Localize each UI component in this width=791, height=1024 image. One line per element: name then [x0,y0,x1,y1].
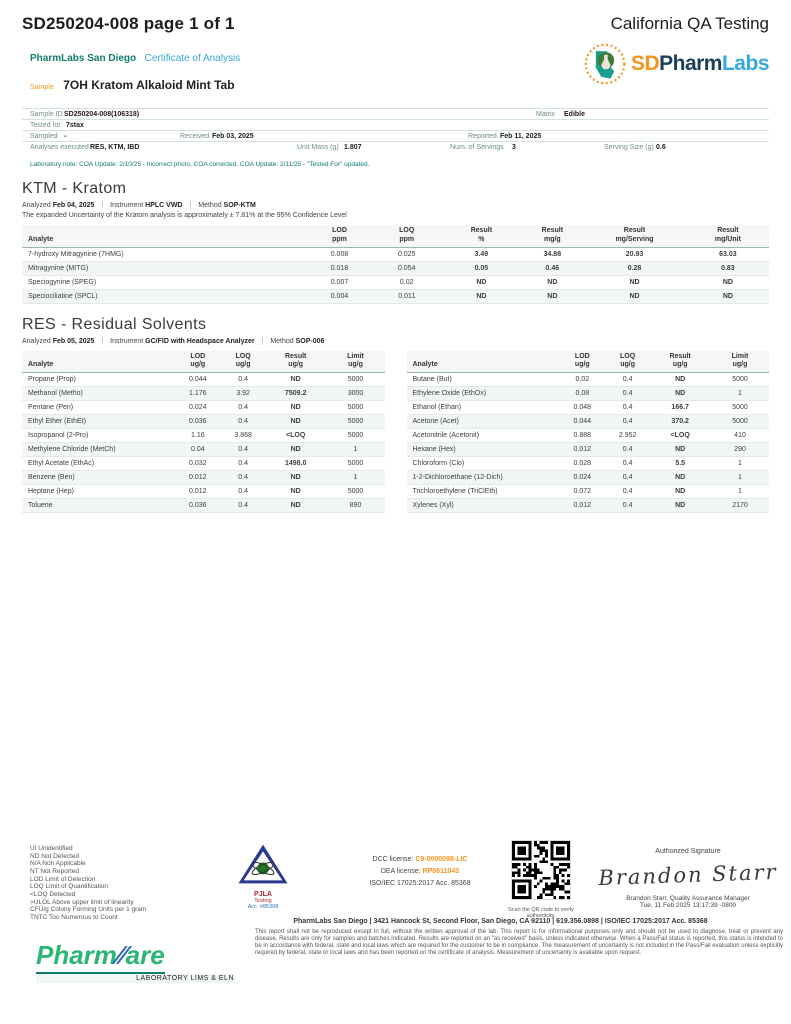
value-cell: 1.16 [174,429,221,443]
pjla-accreditation-number: Acc. #85368 [247,904,279,910]
table-row [22,261,769,275]
table-row [407,457,770,471]
column-header: LOD ug/g [174,351,221,373]
table-row [407,443,770,457]
received-label: Received [180,133,210,140]
table-row [407,499,770,513]
column-header: Analyte [407,351,559,373]
matrix-value: Edible [564,111,586,118]
value-cell: 0.46 [522,261,582,275]
analyte-cell: Butane (But) [407,373,559,387]
reported-label: Reported [468,133,497,140]
value-cell: 0.4 [221,401,265,415]
value-cell: 0.4 [606,401,650,415]
unit-mass-value: 1.807 [344,144,362,151]
value-cell: 0.012 [559,443,606,457]
analyte-cell: Ethanol (Ethan) [407,401,559,415]
document-header [0,0,791,34]
value-cell: 5000 [327,485,385,499]
value-cell: ND [265,415,327,429]
value-cell: 0.4 [221,485,265,499]
value-cell: 0.04 [174,443,221,457]
sdpharmlabs-logo [583,42,769,86]
value-cell: 1 [711,387,769,401]
pjla-accreditation [224,843,302,910]
method-value: SOP-006 [295,337,325,345]
value-cell: 63.03 [687,247,769,261]
value-cell: ND [649,443,711,457]
dcc-license-label: DCC license: [372,856,414,863]
table-row [22,401,385,415]
separator: | [101,202,104,209]
value-cell: ND [649,499,711,513]
value-cell: 166.7 [649,401,711,415]
value-cell: 410 [711,429,769,443]
analyte-cell: Acetone (Acet) [407,415,559,429]
brand-labs: Labs [721,52,769,75]
sample-id-value: SD250204-008(106318) [64,111,140,118]
qa-testing-title: California QA Testing [610,14,769,33]
signer-name-title: Brandon Starr, Quality Assurance Manager [626,895,750,902]
analyzed-value: Feb 04, 2025 [52,202,95,209]
analyte-cell: Trichloroethylene (TriClEth) [407,485,559,499]
value-cell: 0.012 [174,485,221,499]
separator: | [261,337,264,345]
column-header: Result mg/Unit [687,225,769,247]
column-header: Result % [440,225,522,247]
value-cell: ND [265,485,327,499]
certificate-label: Certificate of Analysis [144,53,241,64]
value-cell: 0.044 [174,373,221,387]
res-table-left [22,351,385,514]
value-cell: 0.4 [606,443,650,457]
value-cell: 0.08 [559,387,606,401]
analyte-cell: 1-2-Dichloroethane (12-Dich) [407,471,559,485]
dea-license-value: RP0611043 [422,867,460,875]
analyte-cell: Heptane (Hep) [22,485,174,499]
value-cell: 0.4 [606,471,650,485]
value-cell: 20.93 [582,247,687,261]
value-cell: ND [582,275,687,289]
analyte-cell: Ethyl Ether (EthEt) [22,415,174,429]
sample-info-table [22,108,769,152]
value-cell: 0.888 [559,429,606,443]
value-cell: ND [649,373,711,387]
header-row [22,225,769,247]
pharmware-wordmark [36,940,165,974]
analyses-label: Analyses executed [30,144,89,151]
value-cell: ND [649,485,711,499]
value-cell: 5000 [711,415,769,429]
analyte-cell: Benzene (Ben) [22,471,174,485]
column-header: Result ug/g [265,351,327,373]
value-cell: 1.176 [174,387,221,401]
info-row-dates [22,130,769,141]
value-cell: 0.4 [221,373,265,387]
value-cell: 0.4 [221,415,265,429]
value-cell: 5000 [327,429,385,443]
serving-size-label: Serving Size (g) [604,144,654,151]
value-cell: 5000 [327,457,385,471]
disclaimer-text: This report shall not be reproduced except in full, without the written approval of the lab. This report is for informational purposes only and should not be used to diagnose, treat or prevent any disease. Results are only for samples and batches indicated. Results are reported on an "as received" basis, unless indicated otherwise. When a Pass/Fail status is reported, this status is intended to be in accordance with federal, state and local laws which are required for the customer to be in compliance. The measurement of uncertainty is not included in the Pass/Fail evaluation unless explicitly required by federal, state or local laws and has been reported on the certificate of analysis. Measurement of uncertainty is available upon request. [255,929,783,956]
column-header: Limit ug/g [711,351,769,373]
column-header: Result mg/Serving [582,225,687,247]
value-cell: 0.4 [606,415,650,429]
value-cell: 0.4 [606,499,650,513]
value-cell: <LOQ [265,429,327,443]
signature-timestamp: Tue, 11 Feb 2025 13:17:39 -0800 [639,902,737,909]
signature-block [598,848,778,909]
separator: | [189,202,192,209]
analyte-cell: Ethyl Acetate (EthAc) [22,457,174,471]
value-cell: 0.4 [606,485,650,499]
column-header: LOD ug/g [559,351,606,373]
value-cell: 0.83 [687,261,769,275]
value-cell: 5000 [711,373,769,387]
value-cell: 0.011 [373,289,440,303]
signature-script: Brandon Starr [598,859,778,891]
value-cell: 0.004 [306,289,373,303]
table-row [407,471,770,485]
value-cell: 0.044 [559,415,606,429]
servings-value: 3 [512,144,516,151]
legend-line: TNTC Too Numerous to Count [30,913,118,921]
table-row [22,471,385,485]
res-section [22,316,769,514]
sampled-value: - [64,133,67,140]
column-header: LOQ ug/g [606,351,650,373]
header-row [407,351,770,373]
value-cell: 0.072 [559,485,606,499]
pjla-name: PJLA [254,891,272,898]
serving-size-value: 0.6 [656,144,666,151]
column-header: Result mg/g [522,225,582,247]
analyte-cell: Speciociliatine (SPCL) [22,289,306,303]
value-cell: ND [649,387,711,401]
value-cell: 5000 [327,415,385,429]
value-cell: ND [649,471,711,485]
separator: | [101,337,104,345]
sample-label: Sample [30,84,54,91]
method-label: Method [270,337,294,345]
legend-line: UI Unidentified [30,845,73,852]
table-row [22,457,385,471]
value-cell: ND [265,373,327,387]
sample-name: 7OH Kratom Alkaloid Mint Tab [63,78,235,92]
info-row-analyses [22,141,769,152]
sampled-label: Sampled [30,133,58,140]
value-cell: 1 [327,471,385,485]
analyte-cell: Methylene Chloride (MetCh) [22,443,174,457]
table-row [22,429,385,443]
value-cell: 7509.2 [265,387,327,401]
qr-code [511,840,571,900]
res-table-right [407,351,770,514]
method-value: SOP-KTM [223,202,256,209]
value-cell: 0.018 [306,261,373,275]
analyte-cell: 7-hydroxy Mitragynine (7HMG) [22,247,306,261]
document-id: SD250204-008 page 1 of 1 [22,14,235,33]
pharmware-pharm: Pharm [36,940,117,970]
pjla-testing-label: Testing [254,898,272,904]
table-row [22,247,769,261]
ktm-section-title: KTM - Kratom [22,180,127,197]
header-row [22,351,385,373]
table-row [407,429,770,443]
res-section-meta [22,338,769,345]
legend-line: >ULOL Above upper limit of linearity [30,898,134,906]
ktm-table [22,225,769,304]
value-cell: ND [582,289,687,303]
value-cell: 5.5 [649,457,711,471]
value-cell: 0.025 [373,247,440,261]
value-cell: 0.028 [559,457,606,471]
value-cell: ND [265,471,327,485]
ktm-section-meta [22,202,769,209]
value-cell: 34.88 [522,247,582,261]
tested-for-label: Tested for [30,122,61,129]
value-cell: ND [265,401,327,415]
pharmware-subtitle: LABORATORY LIMS & ELN [36,974,236,983]
res-section-title: RES - Residual Solvents [22,315,207,333]
value-cell: 5000 [327,373,385,387]
column-header: Analyte [22,225,306,247]
value-cell: 0.4 [606,373,650,387]
column-header: LOQ ppm [373,225,440,247]
value-cell: 0.007 [306,275,373,289]
value-cell: 1 [711,471,769,485]
servings-label: Num. of Servings [450,144,504,151]
value-cell: ND [265,499,327,513]
legend-line: ND Not Detected [30,852,80,860]
value-cell: 290 [711,443,769,457]
column-header: LOQ ug/g [221,351,265,373]
legend-line: NT Not Reported [30,867,80,875]
dcc-license-value: C9-0000098-LIC [415,856,468,863]
pharmware-are: are [125,940,165,970]
sdpharmlabs-emblem-icon [583,42,627,86]
analyte-cell: Chloroform (Clo) [407,457,559,471]
info-row-sample-id [22,108,769,119]
value-cell: 0.4 [221,457,265,471]
value-cell: 890 [327,499,385,513]
value-cell: ND [522,275,582,289]
table-row [407,387,770,401]
table-row [22,373,385,387]
value-cell: 3000 [327,387,385,401]
value-cell: 3.92 [221,387,265,401]
legend-line: N/A Non Applicable [30,860,86,868]
analyzed-value: Feb 05, 2025 [52,337,95,345]
value-cell: 3.868 [221,429,265,443]
value-cell: ND [687,289,769,303]
value-cell: 0.054 [373,261,440,275]
legend-line: <LOQ Detected [30,890,76,898]
received-value: Feb 03, 2025 [212,133,254,140]
value-cell: 0.032 [174,457,221,471]
value-cell: <LOQ [649,429,711,443]
pjla-logo-icon [237,843,289,885]
legend-line: LOQ Limit of Quantification [30,883,109,891]
matrix-label: Matrix [536,111,556,118]
value-cell: ND [687,275,769,289]
qr-caption: Scan the QR code to verify authenticity. [508,907,574,919]
analyte-cell: Ethylene Oxide (EthOx) [407,387,559,401]
table-row [407,401,770,415]
analyte-cell: Isopropanol (2-Pro) [22,429,174,443]
column-header: Analyte [22,351,174,373]
value-cell: 370.2 [649,415,711,429]
table-row [407,415,770,429]
table-row [407,373,770,387]
column-header: Result ug/g [649,351,711,373]
reported-value: Feb 11, 2025 [500,133,542,140]
lab-name: PharmLabs San Diego [30,53,137,64]
value-cell: 0.28 [582,261,687,275]
value-cell: 0.024 [559,471,606,485]
analyzed-label: Analyzed [22,337,51,345]
analyte-cell: Toluene [22,499,174,513]
value-cell: 3.49 [440,247,522,261]
analyses-value: RES, KTM, IBD [90,144,140,151]
sample-id-label: Sample ID [30,111,63,118]
value-cell: 0.4 [221,471,265,485]
uncertainty-note: The expanded Uncertainty of the Kratom analysis is approximately ± 7.81% at the 95% Confidence Level [22,212,347,219]
analyte-cell: Acetonitrile (Acetonit) [407,429,559,443]
table-row [22,275,769,289]
legend-line: LOD Limit of Detection [30,875,96,883]
instrument-value: HPLC VWD [145,202,183,209]
lab-address-line: PharmLabs San Diego | 3421 Hancock St, Second Floor, San Diego, CA 92110 | 619.356.0898 | ISO/IEC 17025:2017 Acc. 85368 [293,918,708,925]
pharmware-logo [36,940,236,983]
res-tables [22,345,769,514]
value-cell: 0.05 [440,261,522,275]
abbreviation-legend [30,845,146,922]
analyte-cell: Xylenes (Xyl) [407,499,559,513]
analyte-cell: Pentane (Pen) [22,401,174,415]
value-cell: 0.02 [559,373,606,387]
analyte-cell: Speciogynine (SPEG) [22,275,306,289]
value-cell: 0.012 [174,471,221,485]
instrument-label: Instrument [110,337,144,345]
analyzed-label: Analyzed [22,202,51,209]
tested-for-value: 7stax [66,122,84,129]
value-cell: 0.008 [306,247,373,261]
table-row [22,499,385,513]
laboratory-note: Laboratory note: COA Update: 2/10/25 - Incorrect photo, COA corrected. COA Update: 2/11/25 - "Tested For" updated. [30,161,370,168]
ktm-section [22,180,769,304]
analyte-cell: Mitragynine (MITG) [22,261,306,275]
analyte-cell: Propane (Prop) [22,373,174,387]
value-cell: 1 [711,457,769,471]
value-cell: 1 [711,485,769,499]
dea-license-label: DEA license: [380,867,421,875]
value-cell: ND [522,289,582,303]
analyte-cell: Methanol (Metho) [22,387,174,401]
table-row [22,485,385,499]
method-label: Method [198,202,222,209]
table-row [22,387,385,401]
brand-sd: SD [630,52,660,75]
info-row-tested-for [22,119,769,130]
analyte-cell: Hexane (Hex) [407,443,559,457]
column-header: LOD ppm [306,225,373,247]
value-cell: 0.4 [221,499,265,513]
value-cell: 2.952 [606,429,650,443]
table-row [22,415,385,429]
value-cell: 0.024 [174,401,221,415]
value-cell: 1498.0 [265,457,327,471]
value-cell: ND [440,275,522,289]
qr-verification [505,840,577,919]
instrument-value: GC/FID with Headspace Analyzer [145,337,255,345]
value-cell: 1 [327,443,385,457]
value-cell: 2170 [711,499,769,513]
pharmware-slash-icon: ∕∕ [116,940,126,970]
value-cell: 0.012 [559,499,606,513]
brand-wordmark [631,52,769,76]
value-cell: 0.02 [373,275,440,289]
value-cell: 0.036 [174,499,221,513]
value-cell: 0.4 [606,457,650,471]
license-block [330,854,510,890]
value-cell: 0.4 [606,387,650,401]
instrument-label: Instrument [110,202,144,209]
table-row [22,443,385,457]
iso-accreditation: ISO/IEC 17025:2017 Acc. 85368 [369,879,471,887]
value-cell: 0.4 [221,443,265,457]
table-row [22,289,769,303]
value-cell: ND [265,443,327,457]
value-cell: ND [440,289,522,303]
authorized-signature-label: Authorized Signature [655,848,721,855]
legend-line: CFU/g Colony Forming Units per 1 gram [30,906,147,914]
column-header: Limit ug/g [327,351,385,373]
value-cell: 5000 [711,401,769,415]
brand-pharm: Pharm [659,52,722,75]
value-cell: 5000 [327,401,385,415]
unit-mass-label: Unit Mass (g) [297,144,339,151]
value-cell: 0.048 [559,401,606,415]
value-cell: 0.036 [174,415,221,429]
table-row [407,485,770,499]
